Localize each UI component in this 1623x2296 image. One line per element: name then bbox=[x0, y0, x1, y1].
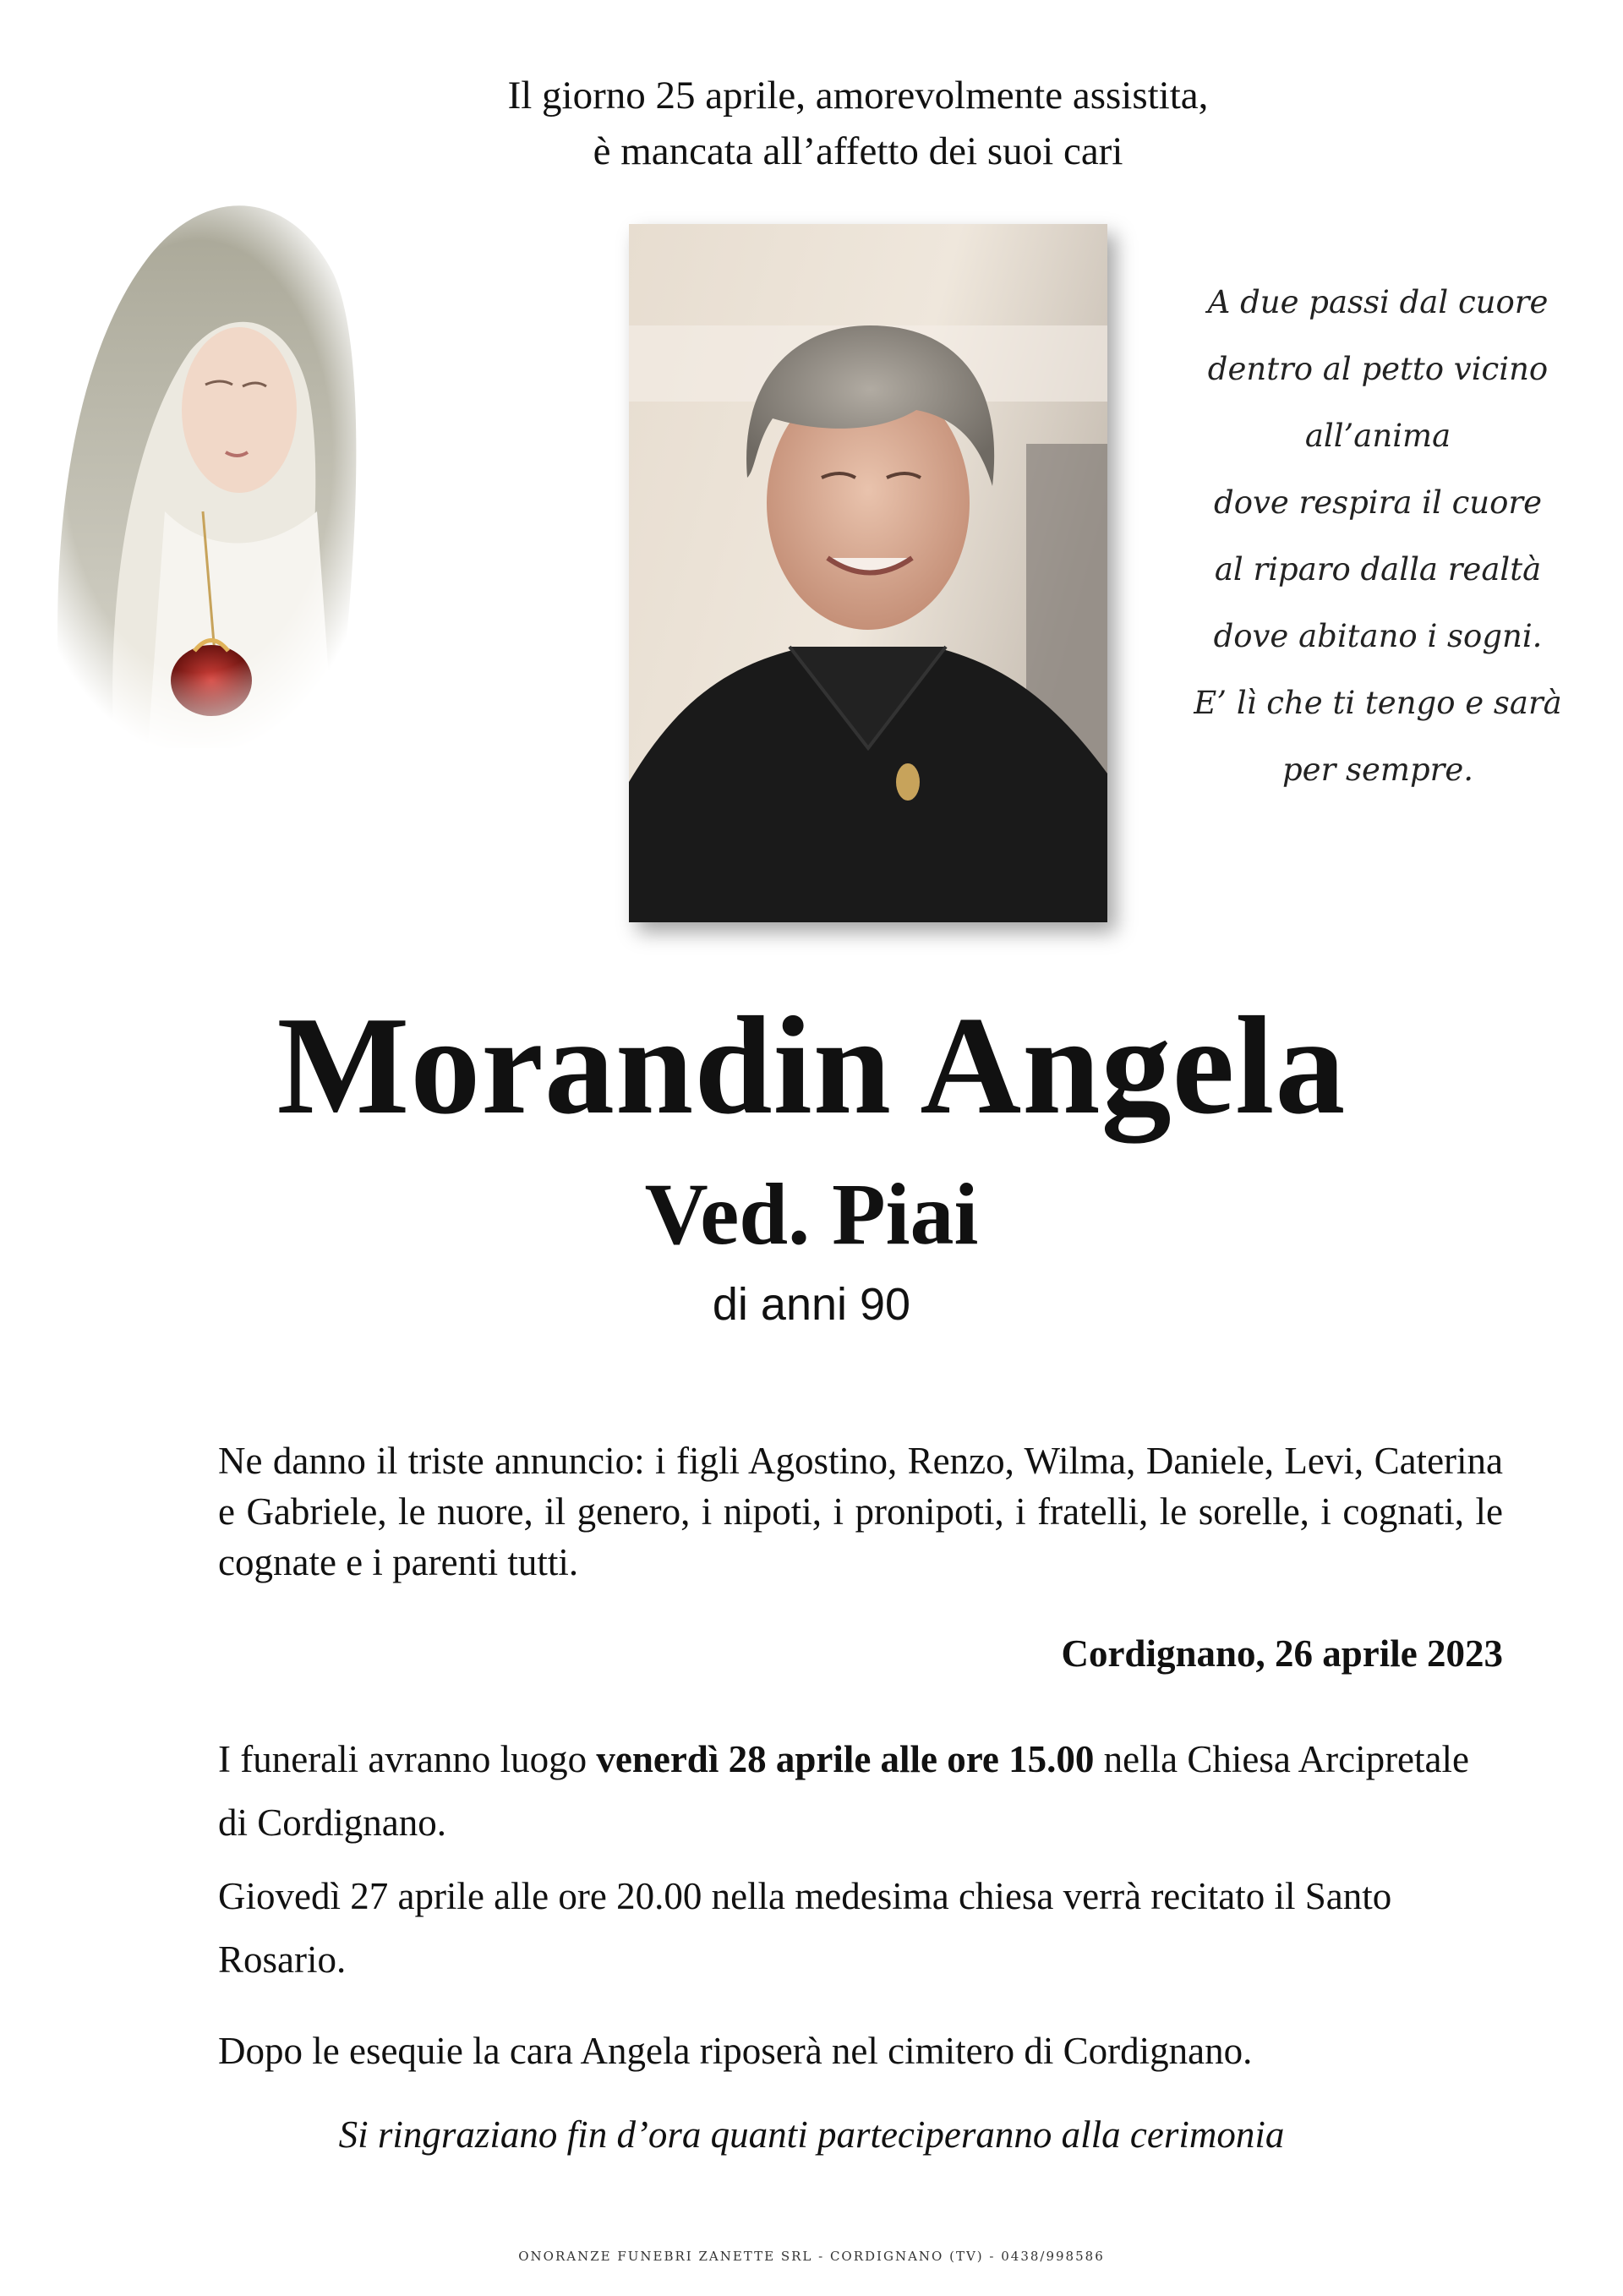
portrait-image bbox=[629, 224, 1107, 922]
funeral-home-footer: ONORANZE FUNEBRI ZANETTE SRL - CORDIGNANO (TV) - 0438/998586 bbox=[518, 2249, 1105, 2264]
intro-text bbox=[389, 68, 1327, 179]
poem-line: al riparo dalla realtà bbox=[1214, 551, 1542, 588]
place-date: Cordignano, 26 aprile 2023 bbox=[1061, 1632, 1503, 1675]
burial-details: Dopo le esequie la cara Angela riposerà nel cimitero di Cordignano. bbox=[218, 2030, 1253, 2072]
funeral-date-time: venerdì 28 aprile alle ore 15.00 bbox=[596, 1738, 1095, 1780]
intro-line-2: è mancata all’affetto dei suoi cari bbox=[593, 129, 1123, 173]
poem-line: all’anima bbox=[1304, 418, 1451, 454]
poem-line: dove abitano i sogni. bbox=[1213, 618, 1543, 654]
rosary-details: Giovedì 27 aprile alle ore 20.00 nella medesima chiesa verrà recitato il Santo Rosario. bbox=[218, 1875, 1392, 1981]
funeral-text-start: I funerali avranno luogo bbox=[218, 1738, 597, 1780]
funeral-text-end: nella Chiesa Arcipretale di Cordignano. bbox=[218, 1738, 1469, 1844]
poem-line: E’ lì che ti tengo e sarà bbox=[1194, 685, 1562, 721]
deceased-name: Morandin Angela bbox=[276, 987, 1347, 1143]
poem-line: per sempre. bbox=[1281, 752, 1474, 788]
portrait-photo bbox=[629, 224, 1107, 922]
thanks-note: Si ringraziano fin d’ora quanti parteciperanno alla cerimonia bbox=[338, 2113, 1285, 2156]
announcement-text: Ne danno il triste annuncio: i figli Agostino, Renzo, Wilma, Daniele, Levi, Caterina e Gabriele, le nuore, il genero, i nipoti, i pronipoti, i fratelli, le sorelle, i cognati, le cognate e i parenti tutti. bbox=[218, 1440, 1503, 1583]
poem-line: dentro al petto vicino bbox=[1207, 351, 1549, 387]
memorial-poem bbox=[1175, 269, 1581, 803]
poem-line: A due passi dal cuore bbox=[1207, 284, 1549, 320]
madonna-image bbox=[13, 156, 385, 757]
funeral-details bbox=[218, 1728, 1503, 1855]
deceased-age: di anni 90 bbox=[712, 1279, 911, 1330]
deceased-widow-name: Ved. Piai bbox=[644, 1166, 979, 1263]
poem-line: dove respira il cuore bbox=[1214, 484, 1542, 521]
intro-line-1: Il giorno 25 aprile, amorevolmente assistita, bbox=[507, 74, 1209, 118]
